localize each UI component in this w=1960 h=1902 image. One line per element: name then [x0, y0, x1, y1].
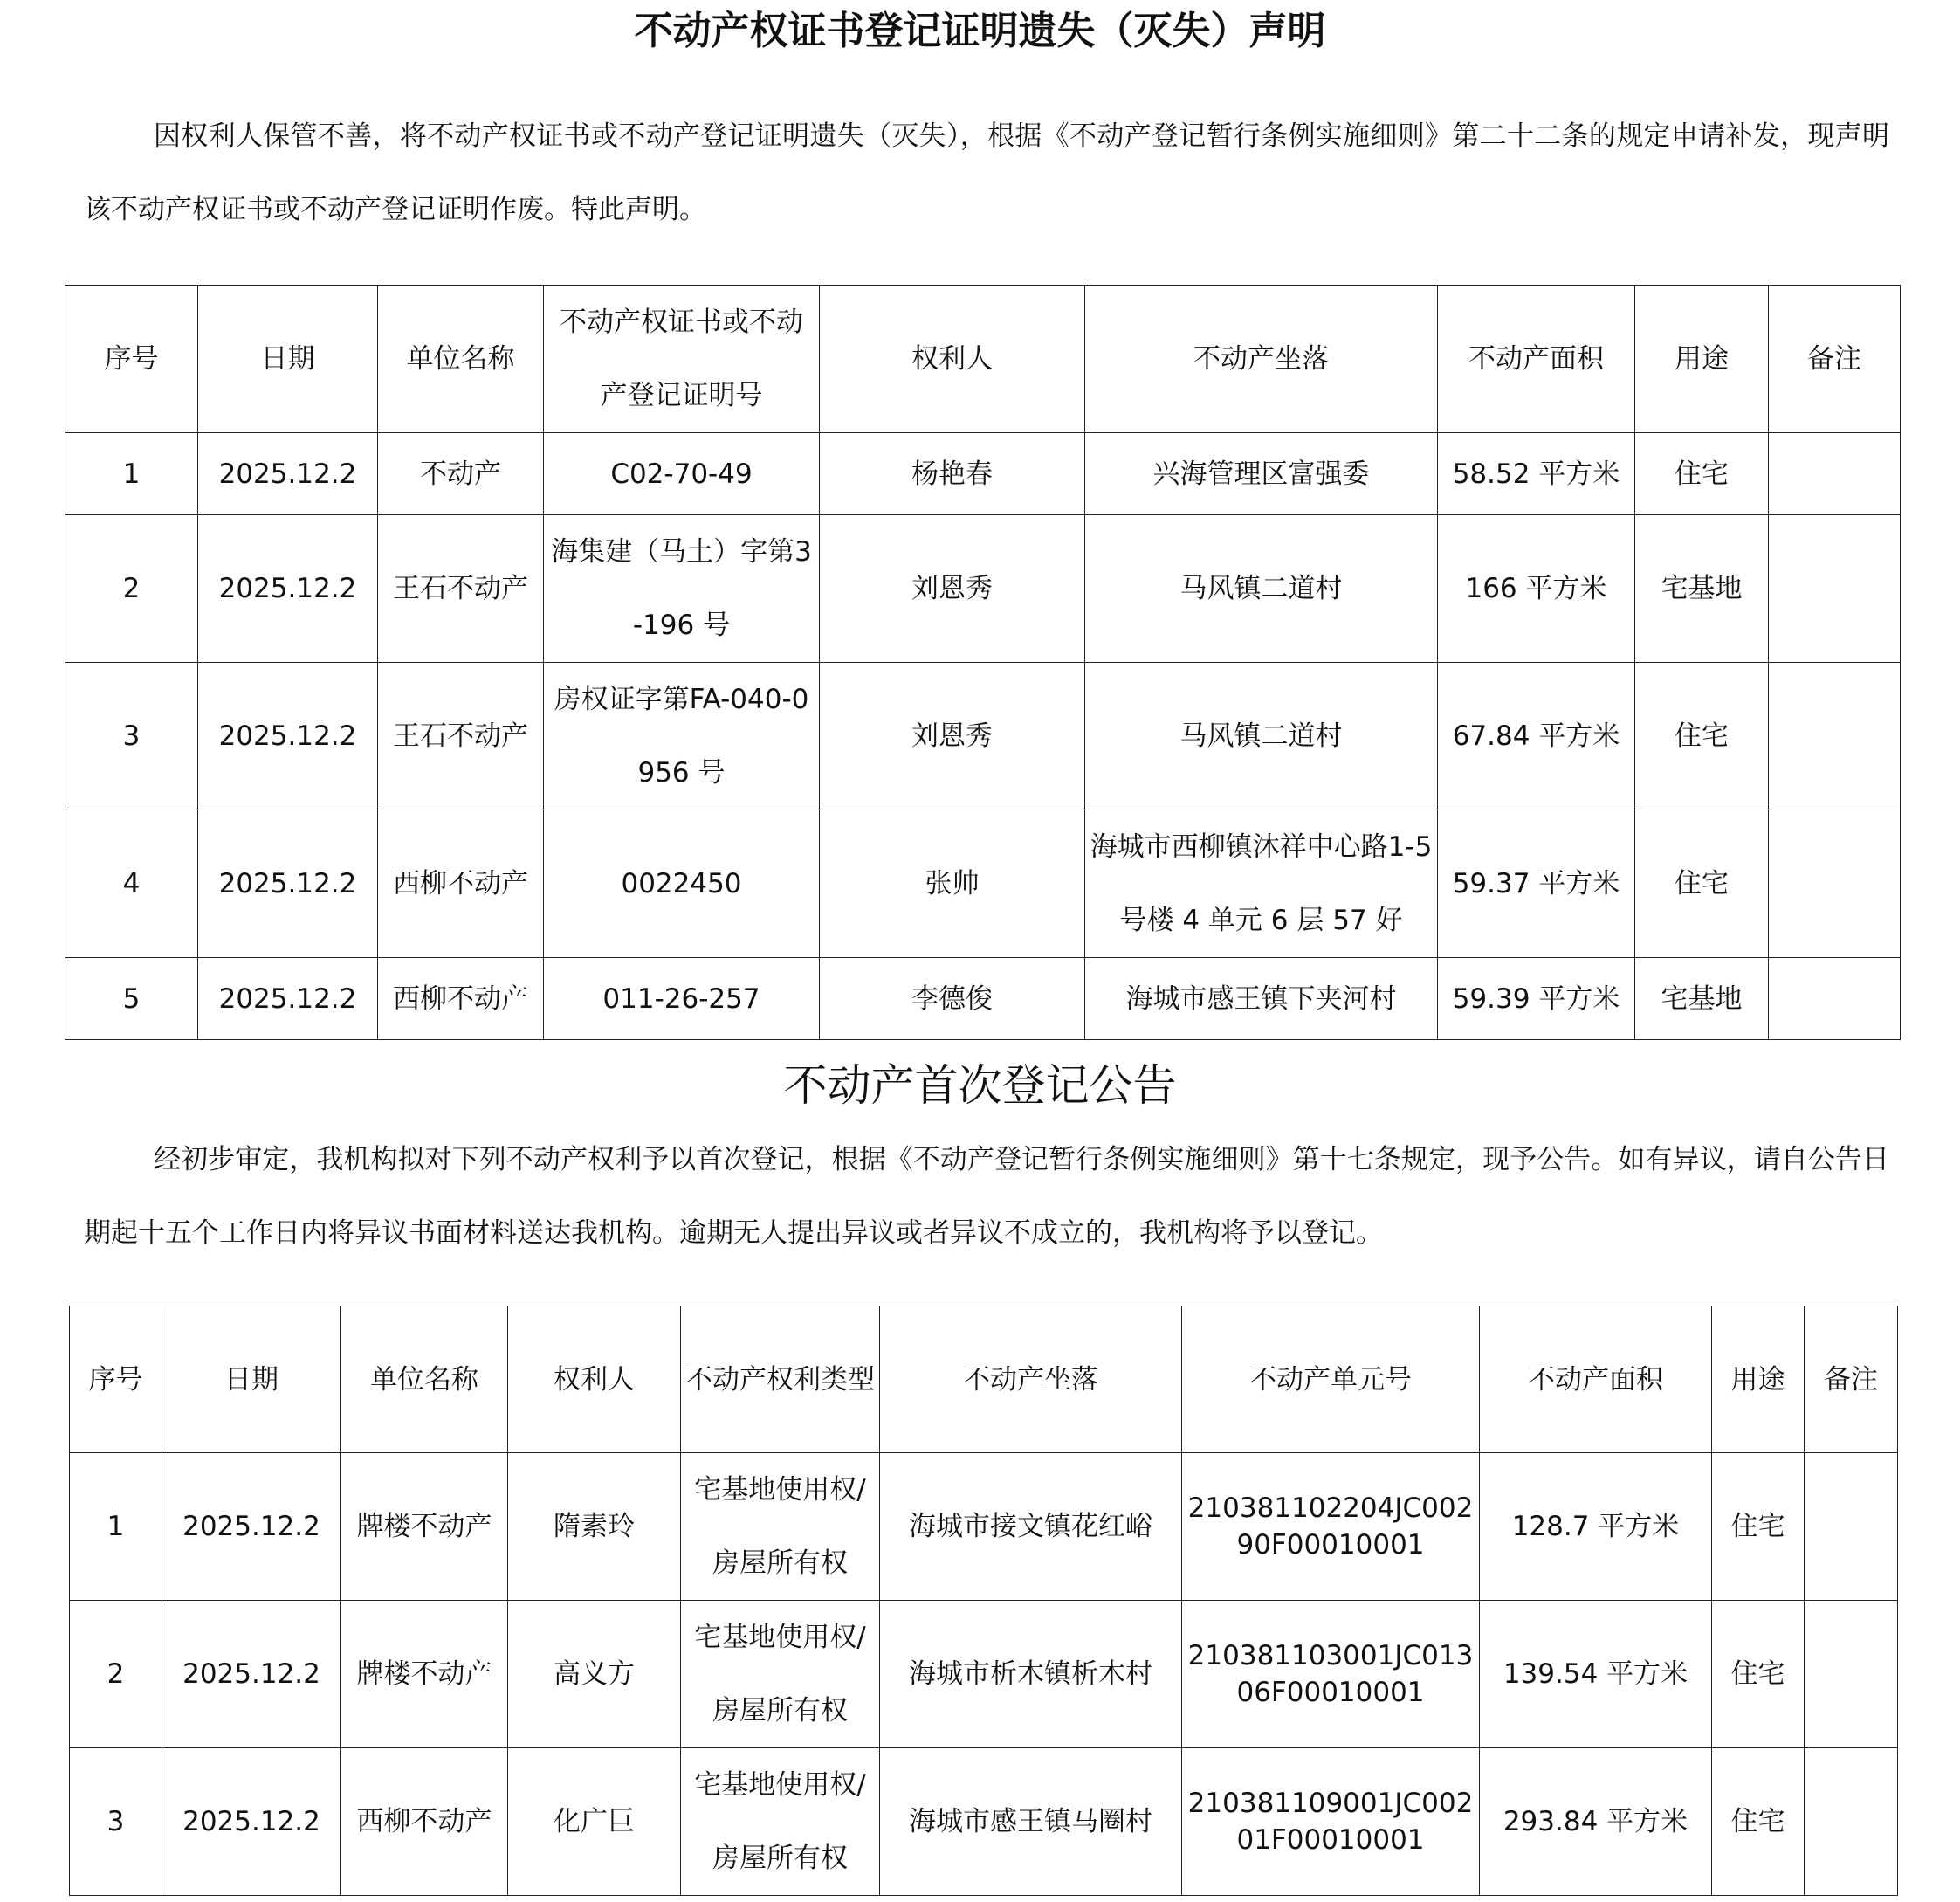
table-cell: 西柳不动产 [378, 810, 544, 958]
table-cell: 宅基地使用权/房屋所有权 [681, 1601, 880, 1748]
table-cell: 海城市接文镇花红峪 [880, 1453, 1182, 1601]
table-cell: 0022450 [544, 810, 820, 958]
table-cell: 011-26-257 [544, 958, 820, 1040]
table-cell: 2025.12.2 [162, 1453, 341, 1601]
table-cell: 住宅 [1712, 1601, 1805, 1748]
table-cell: 1 [70, 1453, 162, 1601]
table-cell [1769, 515, 1901, 663]
table-cell: 2025.12.2 [198, 515, 378, 663]
table-cell: 牌楼不动产 [341, 1601, 508, 1748]
header-cell: 备注 [1769, 286, 1901, 433]
table-row [70, 1748, 1898, 1896]
table-cell: 3 [70, 1748, 162, 1896]
table-cell: 隋素玲 [508, 1453, 681, 1601]
table-cell: 2025.12.2 [198, 433, 378, 515]
table-cell: 住宅 [1712, 1748, 1805, 1896]
table-cell [1769, 810, 1901, 958]
table-cell: 139.54 平方米 [1480, 1601, 1712, 1748]
table-cell: 王石不动产 [378, 515, 544, 663]
table-cell: 住宅 [1635, 810, 1769, 958]
header-cell: 用途 [1712, 1306, 1805, 1453]
table-cell: 2025.12.2 [198, 958, 378, 1040]
header-cell: 权利人 [508, 1306, 681, 1453]
lost-certificate-table [65, 285, 1901, 1040]
notice1-paragraph: 因权利人保管不善，将不动产权证书或不动产登记证明遗失（灭失），根据《不动产登记暂行条例实施细则》第二十二条的规定申请补发，现声明该不动产权证书或不动产登记证明作废。特此声明。 [84, 121, 1889, 225]
table-header-row [65, 286, 1901, 433]
table-header-row [70, 1306, 1898, 1453]
header-cell: 单位名称 [341, 1306, 508, 1453]
table-cell: 海城市析木镇析木村 [880, 1601, 1182, 1748]
table-cell [1769, 433, 1901, 515]
table-cell: 59.37 平方米 [1438, 810, 1635, 958]
table-cell: 宅基地使用权/房屋所有权 [681, 1453, 880, 1601]
table-cell: 李德俊 [820, 958, 1085, 1040]
table-cell: C02-70-49 [544, 433, 820, 515]
notice2-paragraph: 经初步审定，我机构拟对下列不动产权利予以首次登记，根据《不动产登记暂行条例实施细则》第十七条规定，现予公告。如有异议，请自公告日期起十五个工作日内将异议书面材料送达我机构。逾期无人提出异议或者异议不成立的，我机构将予以登记。 [84, 1144, 1889, 1249]
header-cell: 不动产坐落 [880, 1306, 1182, 1453]
table-cell: 西柳不动产 [341, 1748, 508, 1896]
table-cell: 210381103001JC01306F00010001 [1182, 1601, 1480, 1748]
table-cell: 牌楼不动产 [341, 1453, 508, 1601]
table-cell: 2025.12.2 [162, 1601, 341, 1748]
header-cell: 日期 [162, 1306, 341, 1453]
table-cell: 2025.12.2 [198, 810, 378, 958]
table-cell: 西柳不动产 [378, 958, 544, 1040]
table-cell: 住宅 [1635, 433, 1769, 515]
table-row [65, 515, 1901, 663]
table-cell: 刘恩秀 [820, 663, 1085, 810]
table-cell: 5 [65, 958, 198, 1040]
notice1-title: 不动产权证书登记证明遗失（灭失）声明 [634, 9, 1326, 53]
header-cell: 不动产权利类型 [681, 1306, 880, 1453]
table-cell: 房权证字第FA-040-0956 号 [544, 663, 820, 810]
table-cell: 2025.12.2 [198, 663, 378, 810]
header-cell: 不动产面积 [1438, 286, 1635, 433]
table-row [65, 433, 1901, 515]
header-cell: 序号 [70, 1306, 162, 1453]
table-cell: 海集建（马土）字第3-196 号 [544, 515, 820, 663]
table-cell [1769, 663, 1901, 810]
table-cell: 海城市西柳镇沐祥中心路1-5 号楼 4 单元 6 层 57 好 [1085, 810, 1438, 958]
table-cell: 128.7 平方米 [1480, 1453, 1712, 1601]
table-cell [1805, 1453, 1898, 1601]
table-row [65, 663, 1901, 810]
table-cell: 2025.12.2 [162, 1748, 341, 1896]
header-cell: 不动产坐落 [1085, 286, 1438, 433]
table-cell: 2 [65, 515, 198, 663]
table-cell: 3 [65, 663, 198, 810]
table-cell: 刘恩秀 [820, 515, 1085, 663]
table-cell: 化广巨 [508, 1748, 681, 1896]
table-row [70, 1601, 1898, 1748]
first-registration-table [69, 1306, 1898, 1896]
header-cell: 序号 [65, 286, 198, 433]
table-cell: 58.52 平方米 [1438, 433, 1635, 515]
header-cell: 不动产面积 [1480, 1306, 1712, 1453]
table-row [65, 810, 1901, 958]
header-cell: 日期 [198, 286, 378, 433]
table-cell: 210381102204JC00290F00010001 [1182, 1453, 1480, 1601]
table-cell: 293.84 平方米 [1480, 1748, 1712, 1896]
table-cell: 不动产 [378, 433, 544, 515]
notice2-title: 不动产首次登记公告 [783, 1060, 1177, 1111]
table-cell: 住宅 [1635, 663, 1769, 810]
header-cell: 用途 [1635, 286, 1769, 433]
table-cell: 67.84 平方米 [1438, 663, 1635, 810]
table-cell: 兴海管理区富强委 [1085, 433, 1438, 515]
table-cell: 海城市感王镇马圈村 [880, 1748, 1182, 1896]
table-row [70, 1453, 1898, 1601]
table-cell: 166 平方米 [1438, 515, 1635, 663]
table-cell: 张帅 [820, 810, 1085, 958]
table-cell: 4 [65, 810, 198, 958]
header-cell: 不动产权证书或不动产登记证明号 [544, 286, 820, 433]
table-cell [1805, 1748, 1898, 1896]
header-cell: 单位名称 [378, 286, 544, 433]
table-cell: 210381109001JC00201F00010001 [1182, 1748, 1480, 1896]
table-cell: 1 [65, 433, 198, 515]
table-cell: 高义方 [508, 1601, 681, 1748]
table-cell: 王石不动产 [378, 663, 544, 810]
table-cell: 马风镇二道村 [1085, 663, 1438, 810]
table-cell: 住宅 [1712, 1453, 1805, 1601]
table-cell: 马风镇二道村 [1085, 515, 1438, 663]
table-cell: 2 [70, 1601, 162, 1748]
header-cell: 不动产单元号 [1182, 1306, 1480, 1453]
table-cell: 59.39 平方米 [1438, 958, 1635, 1040]
table-cell: 杨艳春 [820, 433, 1085, 515]
table-row [65, 958, 1901, 1040]
table-cell [1769, 958, 1901, 1040]
table-cell: 海城市感王镇下夹河村 [1085, 958, 1438, 1040]
header-cell: 权利人 [820, 286, 1085, 433]
header-cell: 备注 [1805, 1306, 1898, 1453]
table-cell [1805, 1601, 1898, 1748]
table-cell: 宅基地 [1635, 515, 1769, 663]
table-cell: 宅基地 [1635, 958, 1769, 1040]
table-cell: 宅基地使用权/房屋所有权 [681, 1748, 880, 1896]
